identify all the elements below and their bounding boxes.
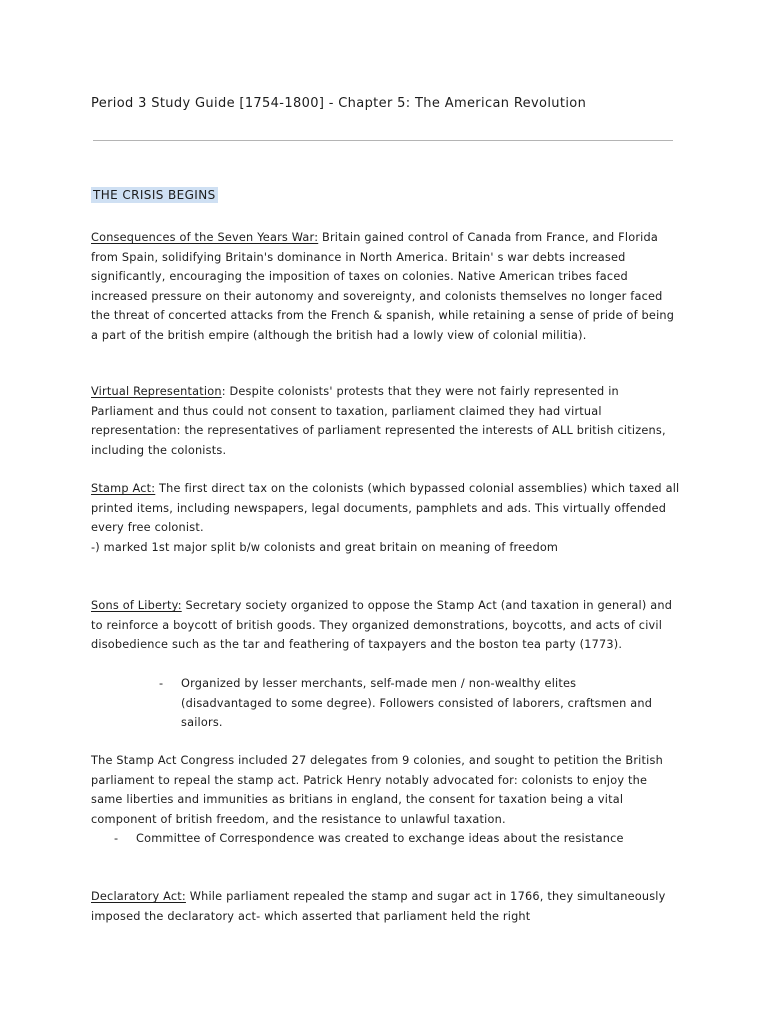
bullet-dash: - xyxy=(114,832,119,845)
document-title: Period 3 Study Guide [1754-1800] - Chapter 5: The American Revolution xyxy=(91,96,587,111)
paragraph-stamp-act xyxy=(91,479,681,538)
term-declaratory-act: Declaratory Act: xyxy=(91,890,186,903)
bullet-dash: - xyxy=(159,677,164,690)
bullet-text: Committee of Correspondence was created to exchange ideas about the resistance xyxy=(136,832,624,845)
bullet-text: Organized by lesser merchants, self-made men / non-wealthy elites (disadvantaged to some degree). Followers consisted of laborers, craftsmen and sailors. xyxy=(181,677,653,729)
paragraph-seven-years-war xyxy=(91,228,681,345)
paragraph-text: Britain gained control of Canada from France, and Florida from Spain, solidifying Britain's dominance in North America. Britain' s war debts increased significantly, encouraging the imposition of taxes on colonies. Native American tribes faced increased pressure on their autonomy and sovereignty, and colonists themselves no longer faced the threat of concerted attacks from the French & spanish, while retaining a sense of pride of being a part of the british empire (although the british had a lowly view of colonial militia). xyxy=(91,231,675,342)
paragraph-text: The Stamp Act Congress included 27 delegates from 9 colonies, and sought to petition the British parliament to repeal the stamp act. Patrick Henry notably advocated for: colonists to enjoy the same liberties and immunities as britians in england, the consent for taxation being a vital component of british freedom, and the resistance to unlawful taxation. xyxy=(91,754,663,826)
bullet-item-sons-of-liberty xyxy=(159,674,669,733)
horizontal-divider xyxy=(93,140,673,141)
paragraph-declaratory-act xyxy=(91,887,681,926)
term-sons-of-liberty: Sons of Liberty: xyxy=(91,599,182,612)
paragraph-text: The first direct tax on the colonists (which bypassed colonial assemblies) which taxed all printed items, including newspapers, legal documents, pamphlets and ads. This virtually offended every free colonist. xyxy=(91,482,680,534)
bullet-item-committee xyxy=(114,829,684,849)
stamp-act-note: -) marked 1st major split b/w colonists and great britain on meaning of freedom xyxy=(91,541,559,554)
section-heading: THE CRISIS BEGINS xyxy=(93,188,216,202)
paragraph-text: While parliament repealed the stamp and sugar act in 1766, they simultaneously imposed the declaratory act- which asserted that parliament held the right xyxy=(91,890,666,923)
paragraph-text: : Despite colonists' protests that they were not fairly represented in Parliament and thus could not consent to taxation, parliament claimed they had virtual representation: the representatives of parliament represented the interests of ALL british citizens, including the colonists. xyxy=(91,385,666,457)
paragraph-virtual-representation xyxy=(91,382,681,460)
term-virtual-representation: Virtual Representation xyxy=(91,385,222,398)
paragraph-sons-of-liberty xyxy=(91,596,681,655)
paragraph-text: Secretary society organized to oppose the Stamp Act (and taxation in general) and to reinforce a boycott of british goods. They organized demonstrations, boycotts, and acts of civil disobedience such as the tar and feathering of taxpayers and the boston tea party (1773). xyxy=(91,599,673,651)
term-seven-years-war: Consequences of the Seven Years War: xyxy=(91,231,319,244)
term-stamp-act: Stamp Act: xyxy=(91,482,156,495)
paragraph-stamp-act-congress xyxy=(91,751,681,829)
